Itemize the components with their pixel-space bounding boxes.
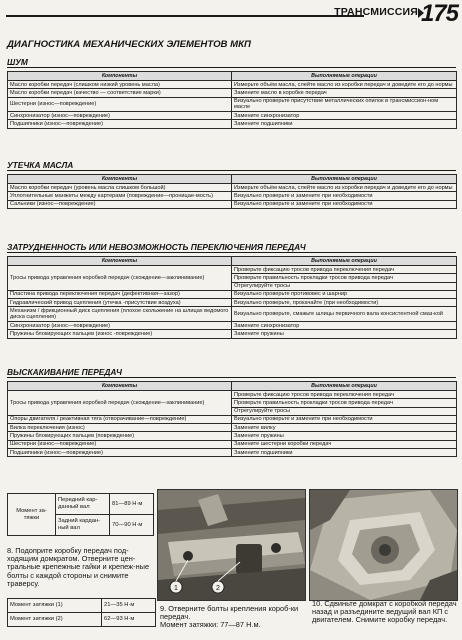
torque-value: 81—89 Н·м: [110, 494, 154, 515]
step-10-text: 10. Сдвиньте домкрат с коробкой передач назад и разъедините ведущий вал КП с двигателем. Снимите коробку передач.: [312, 599, 457, 625]
step-8-text: 8. Подоприте коробку передач под-ходящим домкратом. Отверните цен-тральные крепежные гайки и крепеж-ные болты с каждой стороны и снимите траверсу.: [7, 546, 150, 588]
component-cell: Подшипники (износ—повреждение): [8, 449, 232, 457]
photo-crossmember: [157, 489, 306, 601]
column-header-components: Компоненты: [8, 72, 232, 81]
column-header-operations: Выполняемые операции: [232, 72, 457, 81]
table-row: [8, 307, 457, 322]
component-cell: Пружины блокирующих пальцев (повреждение): [8, 432, 232, 440]
component-cell: Вилка переключения (износ): [8, 424, 232, 432]
section-title-shift-difficulty: ЗАТРУДНЕННОСТЬ ИЛИ НЕВОЗМОЖНОСТЬ ПЕРЕКЛЮЧЕНИЯ ПЕРЕДАЧ: [7, 242, 306, 252]
operation-cell: Визуально проверьте, смажьте шлицы первичного вала консистентной смаз-кой: [232, 307, 457, 322]
table-row: [8, 200, 457, 208]
operation-cell: Замените синхронизатор: [232, 322, 457, 330]
table-row: [8, 415, 457, 423]
step-9-torque: Момент затяжки: 77—87 Н.м.: [160, 620, 261, 630]
operation-cell: Измерьте объём масла, слейте масло из коробки передач и доведите его до нормы: [232, 81, 457, 89]
section-rule: [7, 252, 456, 253]
operation-cell: Визуально проверьте противовес и шарнир: [232, 290, 457, 298]
step-9-text: 9. Отверните болты крепления короб-ки передач.: [160, 604, 299, 622]
component-cell: Масло коробки передач (слишком низкий уровень масла): [8, 81, 232, 89]
operation-cell: Замените шестерни коробки передач: [232, 440, 457, 448]
table-row: [8, 391, 457, 399]
column-header-operations: Выполняемые операции: [232, 257, 457, 266]
operation-cell: Проверьте фиксацию тросов привода переключения передач: [232, 266, 457, 274]
component-cell: Масло коробки передач (уровень масла слишком большой): [8, 184, 232, 192]
torque-value: 70—90 Н·м: [110, 515, 154, 536]
operation-cell: Визуально проверьте присутствие металлических опилок в трансмиссион-ном масле: [232, 97, 457, 112]
operation-cell: Замените вилку: [232, 424, 457, 432]
component-cell: Уплотнительные манжеты между картерами (повреждение—проницае-мость): [8, 192, 232, 200]
column-header-operations: Выполняемые операции: [232, 382, 457, 391]
component-cell: Синхронизатор (износ—повреждение): [8, 112, 232, 120]
operation-cell: Визуально проверьте и замените при необходимости: [232, 200, 457, 208]
table-row: [8, 184, 457, 192]
section-rule: [7, 377, 456, 378]
page-number: 175: [420, 0, 458, 27]
table-row: [8, 290, 457, 298]
component-cell: Шестерни (износ—повреждение): [8, 440, 232, 448]
torque-part: Задний кардан-ный вал: [56, 515, 110, 536]
operation-cell: Замените пружины: [232, 432, 457, 440]
operation-cell: Проверьте правильность прокладки тросов привода передач: [232, 399, 457, 407]
gear-popout-table: [7, 381, 457, 457]
section-title-oil-leak: УТЕЧКА МАСЛА: [7, 160, 74, 170]
section-title-noise: ШУМ: [7, 57, 28, 67]
callout-1: 1: [174, 585, 178, 592]
operation-cell: Проверьте правильность прокладки тросов привода передач: [232, 274, 457, 282]
table-row: [8, 192, 457, 200]
section-rule: [7, 67, 456, 68]
header-rule: [6, 15, 364, 17]
table-row: [8, 322, 457, 330]
component-cell: Масло коробки передач (качество — соответствие марки): [8, 89, 232, 97]
table-row: [8, 440, 457, 448]
operation-cell: Отрегулируйте тросы: [232, 407, 457, 415]
operation-cell: Визуально проверьте и замените при необходимости: [232, 192, 457, 200]
torque-value: 21—35 Н·м: [102, 599, 156, 613]
component-cell: Тросы привода управления коробкой передач (скождение—заклинивание): [8, 391, 232, 416]
section-title: ТРАНСМИССИЯ: [334, 6, 418, 18]
operation-cell: Измерьте объём масла, слейте масло из коробки передач и доведите его до нормы: [232, 184, 457, 192]
component-cell: Сальники (износ—повреждение): [8, 200, 232, 208]
table-row: [8, 97, 457, 112]
operation-cell: Замените подшипники: [232, 120, 457, 128]
table-row: [8, 299, 457, 307]
torque-table-driveshafts: [7, 493, 154, 536]
torque-value: 62—93 Н·м: [102, 613, 156, 627]
operation-cell: Замените подшипники: [232, 449, 457, 457]
operation-cell: Визуально проверьте и замените при необходимости: [232, 415, 457, 423]
photo-gearbox-removal-image: [310, 490, 457, 600]
operation-cell: Визуально проверьте, прокачайте (при необходимости): [232, 299, 457, 307]
torque-label: Момент затяжки (1): [8, 599, 102, 613]
table-row: [8, 449, 457, 457]
component-cell: Опоры двигателя / реактивная тяга (отворачивание—повреждение): [8, 415, 232, 423]
torque-label: Момент за-тяжки: [8, 494, 56, 536]
column-header-components: Компоненты: [8, 382, 232, 391]
table-row: [8, 120, 457, 128]
photo-gearbox-removal: [309, 489, 458, 601]
component-cell: Пружины блокирующих пальцев (износ -повреждение): [8, 330, 232, 338]
operation-cell: Замените синхронизатор: [232, 112, 457, 120]
component-cell: Гидравлический привод сцепления (утечка -присутствие воздуха): [8, 299, 232, 307]
table-row: [8, 330, 457, 338]
component-cell: Тросы привода управления коробкой передач (скождение—заклинивание): [8, 266, 232, 291]
column-header-operations: Выполняемые операции: [232, 175, 457, 184]
table-row: [8, 424, 457, 432]
component-cell: Подшипники (износ—повреждение): [8, 120, 232, 128]
operation-cell: Замените масло в коробке передач: [232, 89, 457, 97]
component-cell: Пластина привода переключения передач (дефективная—зазор): [8, 290, 232, 298]
oil-leak-table: [7, 174, 457, 209]
operation-cell: Замените пружины: [232, 330, 457, 338]
callout-2: 2: [216, 585, 220, 592]
noise-table: [7, 71, 457, 129]
document-title: ДИАГНОСТИКА МЕХАНИЧЕСКИХ ЭЛЕМЕНТОВ МКП: [7, 39, 251, 50]
torque-label: Момент затяжки (2): [8, 613, 102, 627]
table-row: [8, 266, 457, 274]
torque-table-crossmember: [7, 598, 156, 627]
column-header-components: Компоненты: [8, 175, 232, 184]
torque-part: Передний кар-данный вал: [56, 494, 110, 515]
table-row: [8, 432, 457, 440]
step-9-caption: [160, 605, 308, 630]
table-row: [8, 89, 457, 97]
component-cell: Механизм / фрикционный диск сцепления (плохое скольжение на шлицах ведомого диска сцепления): [8, 307, 232, 322]
shift-difficulty-table: [7, 256, 457, 339]
column-header-components: Компоненты: [8, 257, 232, 266]
photo-crossmember-image: [158, 490, 305, 600]
section-title-gear-popout: ВЫСКАКИВАНИЕ ПЕРЕДАЧ: [7, 367, 122, 377]
operation-cell: Проверьте фиксацию тросов привода переключения передач: [232, 391, 457, 399]
component-cell: Шестерни (износ—повреждение): [8, 97, 232, 112]
page-header: [0, 0, 462, 30]
table-row: [8, 81, 457, 89]
table-row: [8, 112, 457, 120]
component-cell: Синхронизатор (износ—повреждение): [8, 322, 232, 330]
operation-cell: Отрегулируйте тросы: [232, 282, 457, 290]
section-rule: [7, 170, 456, 171]
